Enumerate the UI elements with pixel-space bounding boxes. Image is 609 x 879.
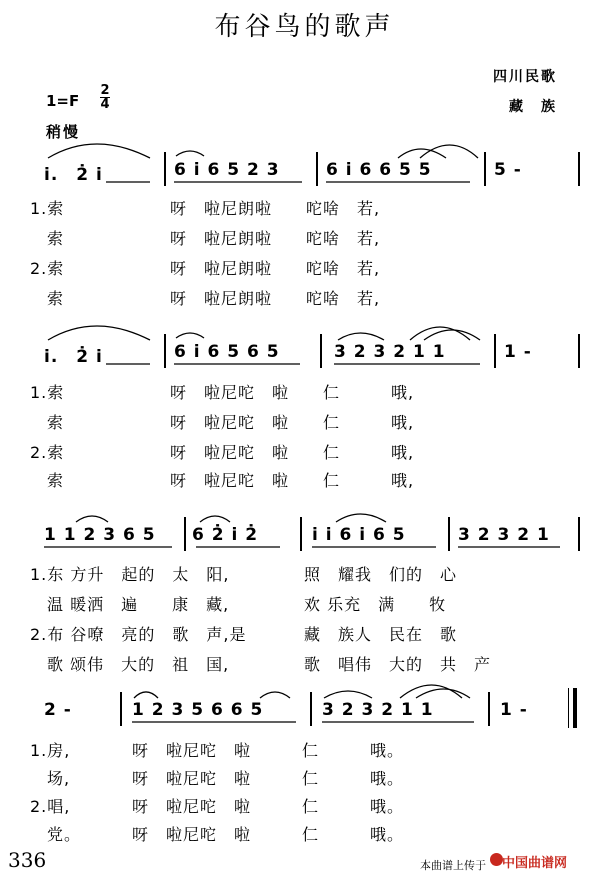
- lyric-line: 呀 啦尼朗啦 咜啥 若,: [170, 289, 381, 308]
- notes-measure: 3 2 3 2 1 1: [334, 342, 446, 362]
- lyric-line: 呀 啦尼咜 啦 仁 哦。: [132, 741, 405, 760]
- lyric-line: 2.布 谷嘹 亮的 歌 声,是: [30, 625, 247, 644]
- lyric-line: 呀 啦尼朗啦 咜啥 若,: [170, 259, 381, 278]
- lyric-verse-label: 2.唱,: [30, 797, 71, 816]
- notes-measure: i. 2̇ i: [44, 347, 103, 367]
- lyric-line: 歌 颂伟 大的 祖 国,: [30, 655, 230, 674]
- lyric-verse-label: 1.索: [30, 383, 65, 402]
- slur: [420, 145, 478, 158]
- slur: [336, 514, 386, 522]
- slur: [410, 327, 470, 340]
- lyric-verse-label: 党。: [30, 825, 82, 844]
- lyric-verse-label: 场,: [30, 769, 71, 788]
- notes-measure: 5 -: [494, 160, 522, 180]
- lyric-line: 藏 族人 民在 歌: [304, 625, 458, 644]
- slur: [134, 692, 158, 698]
- slur: [260, 692, 290, 698]
- song-title: 布谷鸟的歌声: [214, 12, 395, 42]
- notes-measure: 1 1 2 3 6 5: [44, 525, 156, 545]
- notes-measure: 3 2 3 2 1 1: [322, 700, 434, 720]
- lyric-line: 呀 啦尼咜 啦 仁 哦。: [132, 797, 405, 816]
- notes-measure: 6 i 6 6 5 5: [326, 160, 432, 180]
- lyric-verse-label: 2.索: [30, 443, 65, 462]
- lyric-line: 照 耀我 们的 心: [304, 565, 458, 584]
- key-signature: 1=F: [46, 92, 80, 110]
- slur: [48, 144, 150, 158]
- lyric-line: 呀 啦尼咜 啦 仁 哦。: [132, 825, 405, 844]
- lyric-line: 呀 啦尼咜 啦 仁 哦。: [132, 769, 405, 788]
- slur: [176, 333, 204, 338]
- lyric-line: 欢 乐充 满 牧: [304, 595, 447, 614]
- lyric-verse-label: 1.索: [30, 199, 65, 218]
- lyric-verse-label: 2.索: [30, 259, 65, 278]
- tempo-marking: 稍慢: [46, 123, 81, 141]
- notes-measure: 1 -: [500, 700, 528, 720]
- lyric-verse-label: 索: [30, 413, 65, 432]
- source-origin: 四川民歌: [493, 69, 557, 85]
- notes-measure: i i 6 i 6 5: [312, 525, 406, 545]
- notes-measure: 6 i 6 5 2 3: [174, 160, 280, 180]
- site-logo-text: 中国曲谱网: [502, 856, 568, 871]
- time-signature-top: 2: [100, 83, 110, 98]
- lyric-line: 呀 啦尼咜 啦 仁 哦,: [170, 383, 415, 402]
- notes-measure: 2 -: [44, 700, 72, 720]
- lyric-verse-label: 1.房,: [30, 741, 71, 760]
- slur: [416, 689, 470, 698]
- slur: [424, 330, 480, 340]
- notes-measure: 1 2 3 5 6 6 5: [132, 700, 264, 720]
- lyric-line: 温 暖洒 遍 康 藏,: [30, 595, 230, 614]
- slur: [48, 326, 150, 340]
- slur: [200, 516, 230, 522]
- notes-measure: 6 2̇ i 2̇: [192, 525, 259, 545]
- lyric-line: 呀 啦尼朗啦 咜啥 若,: [170, 199, 381, 218]
- lyric-verse-label: 索: [30, 289, 65, 308]
- lyric-line: 呀 啦尼咜 啦 仁 哦,: [170, 471, 415, 490]
- lyric-line: 歌 唱伟 大的 共 产: [304, 655, 492, 674]
- lyric-line: 呀 啦尼咜 啦 仁 哦,: [170, 413, 415, 432]
- time-signature-bottom: 4: [100, 97, 110, 112]
- source-ethnicity: 藏 族: [509, 99, 557, 115]
- notes-measure: i. 2̇ i: [44, 165, 103, 185]
- slur: [76, 516, 108, 522]
- upload-note: 本曲谱上传于: [420, 859, 486, 872]
- lyric-line: 呀 啦尼朗啦 咜啥 若,: [170, 229, 381, 248]
- lyric-line: 1.东 方升 起的 太 阳,: [30, 565, 230, 584]
- notes-measure: 3 2 3 2 1: [458, 525, 550, 545]
- notes-measure: 6 i 6 5 6 5: [174, 342, 280, 362]
- lyric-verse-label: 索: [30, 471, 65, 490]
- lyric-verse-label: 索: [30, 229, 65, 248]
- slur: [324, 691, 372, 698]
- slur: [338, 333, 384, 340]
- page-number: 336: [8, 848, 47, 872]
- notes-measure: 1 -: [504, 342, 532, 362]
- slur: [176, 151, 204, 156]
- lyric-line: 呀 啦尼咜 啦 仁 哦,: [170, 443, 415, 462]
